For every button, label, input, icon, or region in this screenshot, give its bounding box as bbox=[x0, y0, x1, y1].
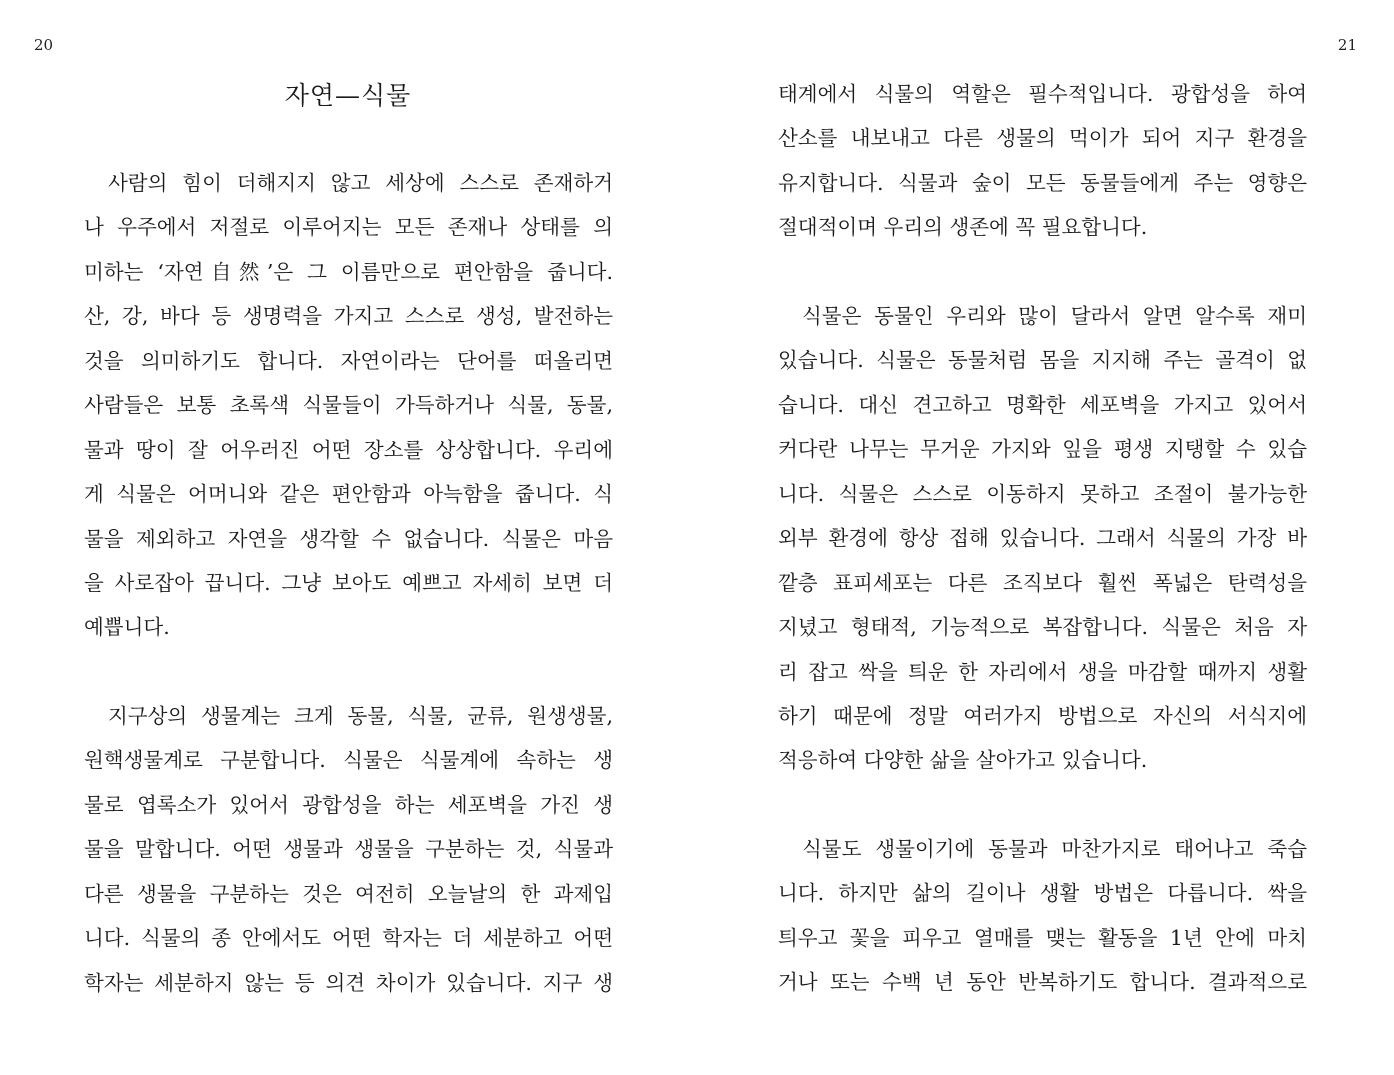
paragraph-1 bbox=[84, 161, 613, 650]
text-line: 사람의 힘이 더해지지 않고 세상에 스스로 존재하거 bbox=[108, 171, 613, 195]
page-number-left: 20 bbox=[34, 36, 54, 54]
text-line: 틔우고 꽃을 피우고 열매를 맺는 활동을 1년 안에 마치 bbox=[778, 925, 1307, 950]
text-line: 있습니다. 식물은 동물처럼 몸을 지지해 주는 골격이 없 bbox=[778, 348, 1307, 373]
right-page bbox=[697, 0, 1394, 1075]
text-line: 식물은 동물인 우리와 많이 달라서 알면 알수록 재미 bbox=[802, 304, 1307, 328]
text-line: 니다. 하지만 삶의 길이나 생활 방법은 다릅니다. 싹을 bbox=[778, 881, 1307, 906]
text-line: 물을 말합니다. 어떤 생물과 생물을 구분하는 것, 식물과 bbox=[84, 837, 613, 862]
text-line: 절대적이며 우리의 생존에 꼭 필요합니다. bbox=[778, 215, 1148, 240]
text-line: 물과 땅이 잘 어우러진 어떤 장소를 상상합니다. 우리에 bbox=[84, 437, 613, 462]
text-line: 유지합니다. 식물과 숲이 모든 동물들에게 주는 영향은 bbox=[778, 170, 1307, 195]
text-line: 물을 제외하고 자연을 생각할 수 없습니다. 식물은 마음 bbox=[84, 526, 613, 551]
text-line: 것을 의미하기도 합니다. 자연이라는 단어를 떠올리면 bbox=[84, 348, 613, 373]
text-line: 다른 생물을 구분하는 것은 여전히 오늘날의 한 과제입 bbox=[84, 881, 613, 906]
text-line: 산, 강, 바다 등 생명력을 가지고 스스로 생성, 발전하는 bbox=[84, 304, 613, 329]
text-line: 식물도 생물이기에 동물과 마찬가지로 태어나고 죽습 bbox=[802, 837, 1307, 861]
text-line: 게 식물은 어머니와 같은 편안함과 아늑함을 줍니다. 식 bbox=[84, 482, 613, 507]
text-line: 지구상의 생물계는 크게 동물, 식물, 균류, 원생생물, bbox=[108, 704, 613, 728]
text-line: 원핵생물계로 구분합니다. 식물은 식물계에 속하는 생 bbox=[84, 748, 613, 773]
text-line: 거나 또는 수백 년 동안 반복하기도 합니다. 결과적으로 bbox=[778, 970, 1307, 995]
text-line: 산소를 내보내고 다른 생물의 먹이가 되어 지구 환경을 bbox=[778, 126, 1307, 151]
text-line: 미하는 ‘자연自然’은 그 이름만으로 편안함을 줍니다. bbox=[84, 259, 613, 284]
chapter-title: 자연—식물 bbox=[284, 81, 412, 110]
text-line: 습니다. 대신 견고하고 명확한 세포벽을 가지고 있어서 bbox=[778, 392, 1307, 417]
text-line: 적응하여 다양한 삶을 살아가고 있습니다. bbox=[778, 748, 1148, 773]
text-line: 리 잡고 싹을 틔운 한 자리에서 생을 마감할 때까지 생활 bbox=[778, 659, 1307, 684]
text-line: 나 우주에서 저절로 이루어지는 모든 존재나 상태를 의 bbox=[84, 215, 613, 240]
text-line: 학자는 세분하지 않는 등 의견 차이가 있습니다. 지구 생 bbox=[84, 970, 613, 995]
text-line: 니다. 식물은 스스로 이동하지 못하고 조절이 불가능한 bbox=[778, 481, 1307, 506]
text-line: 을 사로잡아 끕니다. 그냥 보아도 예쁘고 자세히 보면 더 bbox=[84, 570, 613, 595]
text-line: 니다. 식물의 종 안에서도 어떤 학자는 더 세분하고 어떤 bbox=[84, 926, 613, 951]
text-line: 커다란 나무는 무거운 가지와 잎을 평생 지탱할 수 있습 bbox=[778, 437, 1307, 462]
text-line: 지녔고 형태적, 기능적으로 복잡합니다. 식물은 처음 자 bbox=[778, 615, 1307, 640]
text-line: 깥층 표피세포는 다른 조직보다 훨씬 폭넓은 탄력성을 bbox=[778, 570, 1307, 595]
text-line: 하기 때문에 정말 여러가지 방법으로 자신의 서식지에 bbox=[778, 703, 1307, 728]
text-line: 사람들은 보통 초록색 식물들이 가득하거나 식물, 동물, bbox=[84, 393, 613, 418]
text-line: 태계에서 식물의 역할은 필수적입니다. 광합성을 하여 bbox=[778, 82, 1307, 106]
paragraph-2 bbox=[84, 694, 613, 1005]
text-line: 예쁩니다. bbox=[84, 615, 170, 640]
text-line: 물로 엽록소가 있어서 광합성을 하는 세포벽을 가진 생 bbox=[84, 792, 613, 817]
text-line: 외부 환경에 항상 접해 있습니다. 그래서 식물의 가장 바 bbox=[778, 526, 1307, 551]
paragraph-3 bbox=[778, 72, 1307, 250]
paragraph-5 bbox=[778, 827, 1307, 1005]
page-number-right: 21 bbox=[1337, 36, 1357, 54]
paragraph-4 bbox=[778, 294, 1307, 783]
